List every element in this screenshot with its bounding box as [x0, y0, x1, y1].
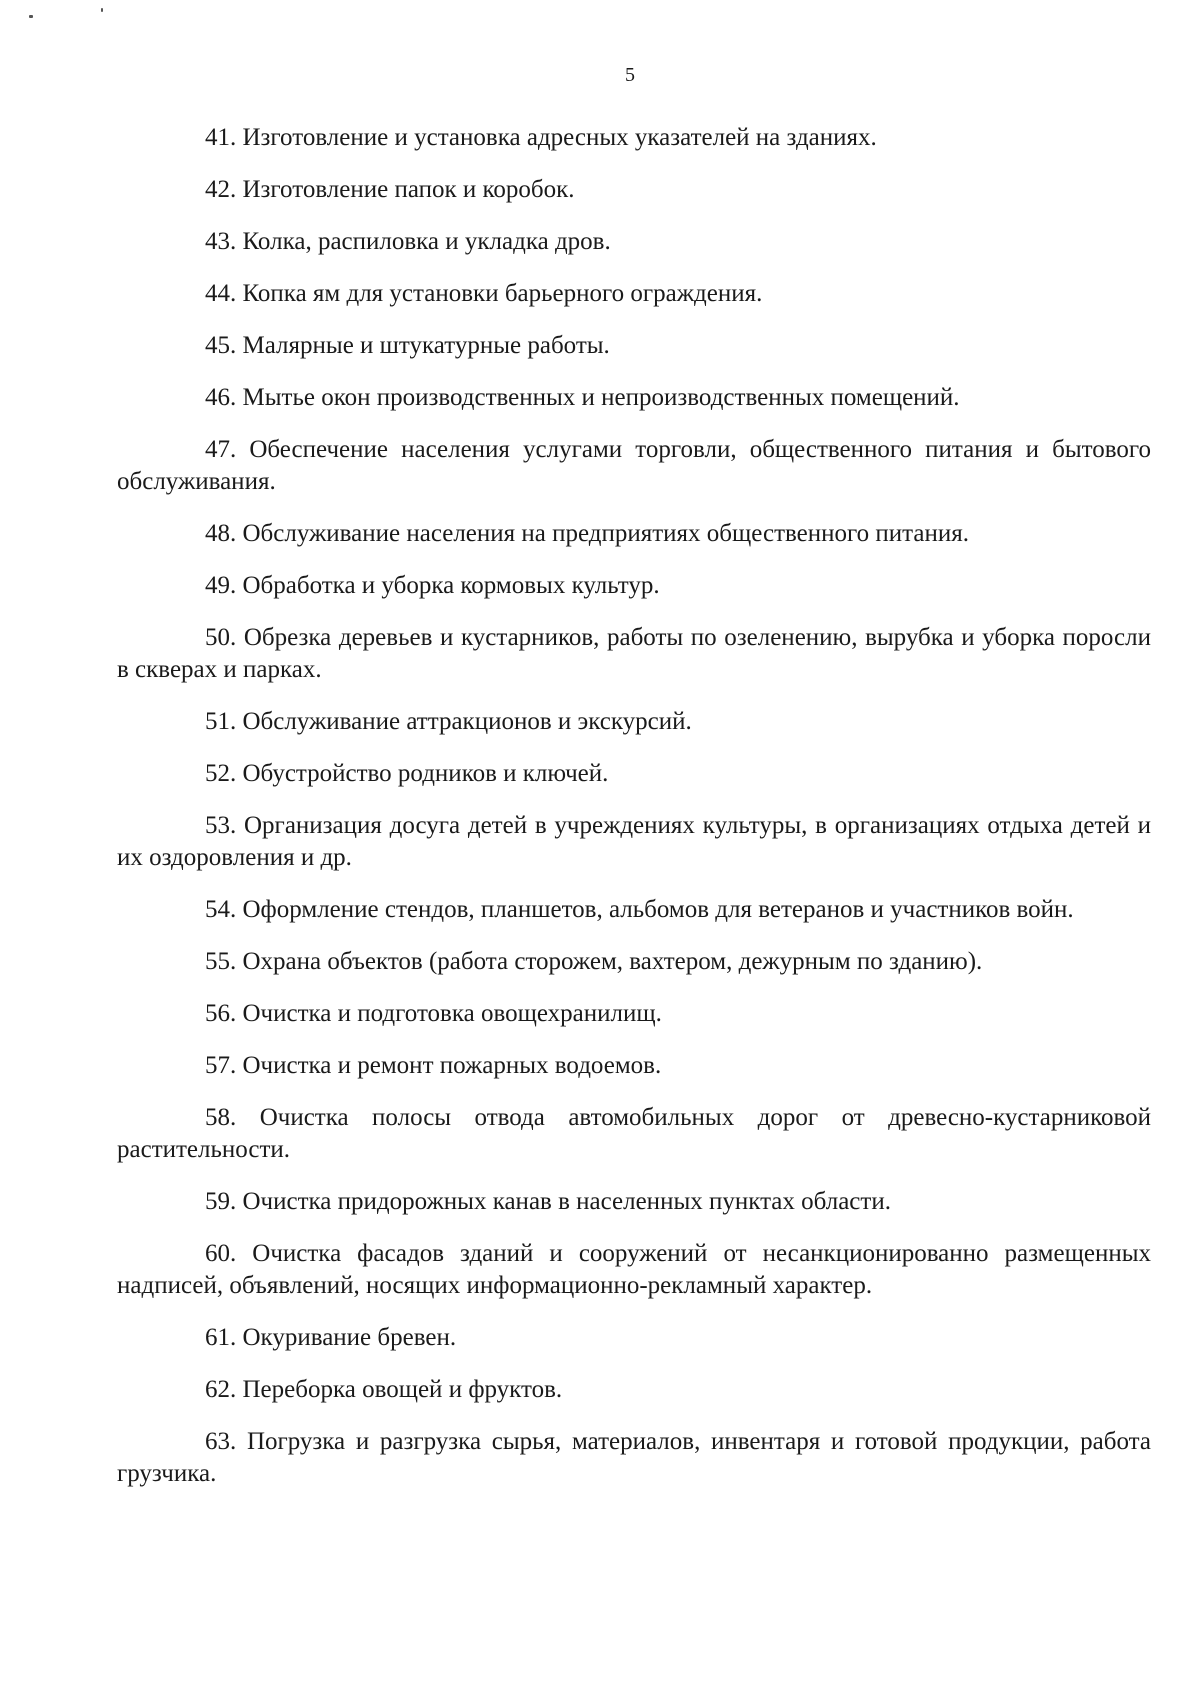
list-item: 62. Переборка овощей и фруктов.: [205, 1376, 563, 1403]
scan-speck: [101, 8, 103, 12]
list-item: 61. Окуривание бревен.: [205, 1324, 457, 1351]
list-item: 59. Очистка придорожных канав в населенных пунктах области.: [205, 1188, 891, 1215]
list-item: 53. Организация досуга детей в учреждениях культуры, в организациях отдыха детей и их оздоровления и др.: [117, 812, 1151, 871]
page-number: 5: [625, 64, 635, 86]
list-item: 63. Погрузка и разгрузка сырья, материалов, инвентаря и готовой продукции, работа грузчика.: [117, 1428, 1151, 1487]
list-item: 48. Обслуживание населения на предприятиях общественного питания.: [205, 520, 969, 547]
list-of-works: [117, 122, 1151, 1510]
list-item: 54. Оформление стендов, планшетов, альбомов для ветеранов и участников войн.: [205, 896, 1074, 923]
list-item: 60. Очистка фасадов зданий и сооружений от несанкционированно размещенных надписей, объявлений, носящих информационно-рекламный характер.: [117, 1240, 1151, 1299]
list-item: 58. Очистка полосы отвода автомобильных дорог от древесно-кустарниковой растительности.: [117, 1104, 1151, 1163]
list-item: 56. Очистка и подготовка овощехранилищ.: [205, 1000, 662, 1027]
list-item: 49. Обработка и уборка кормовых культур.: [205, 572, 660, 599]
list-item: 45. Малярные и штукатурные работы.: [205, 332, 610, 359]
list-item: 55. Охрана объектов (работа сторожем, вахтером, дежурным по зданию).: [205, 948, 983, 975]
list-item: 52. Обустройство родников и ключей.: [205, 760, 609, 787]
scan-speck: [29, 15, 33, 18]
list-item: 57. Очистка и ремонт пожарных водоемов.: [205, 1052, 662, 1079]
list-item: 41. Изготовление и установка адресных указателей на зданиях.: [205, 124, 877, 151]
list-item: 47. Обеспечение населения услугами торговли, общественного питания и бытового обслуживания.: [117, 436, 1151, 495]
list-item: 43. Колка, распиловка и укладка дров.: [205, 228, 611, 255]
list-item: 51. Обслуживание аттракционов и экскурсий.: [205, 708, 692, 735]
list-item: 46. Мытье окон производственных и непроизводственных помещений.: [205, 384, 960, 411]
list-item: 44. Копка ям для установки барьерного ограждения.: [205, 280, 763, 307]
list-item: 50. Обрезка деревьев и кустарников, работы по озеленению, вырубка и уборка поросли в скверах и парках.: [117, 624, 1151, 683]
list-item: 42. Изготовление папок и коробок.: [205, 176, 575, 203]
